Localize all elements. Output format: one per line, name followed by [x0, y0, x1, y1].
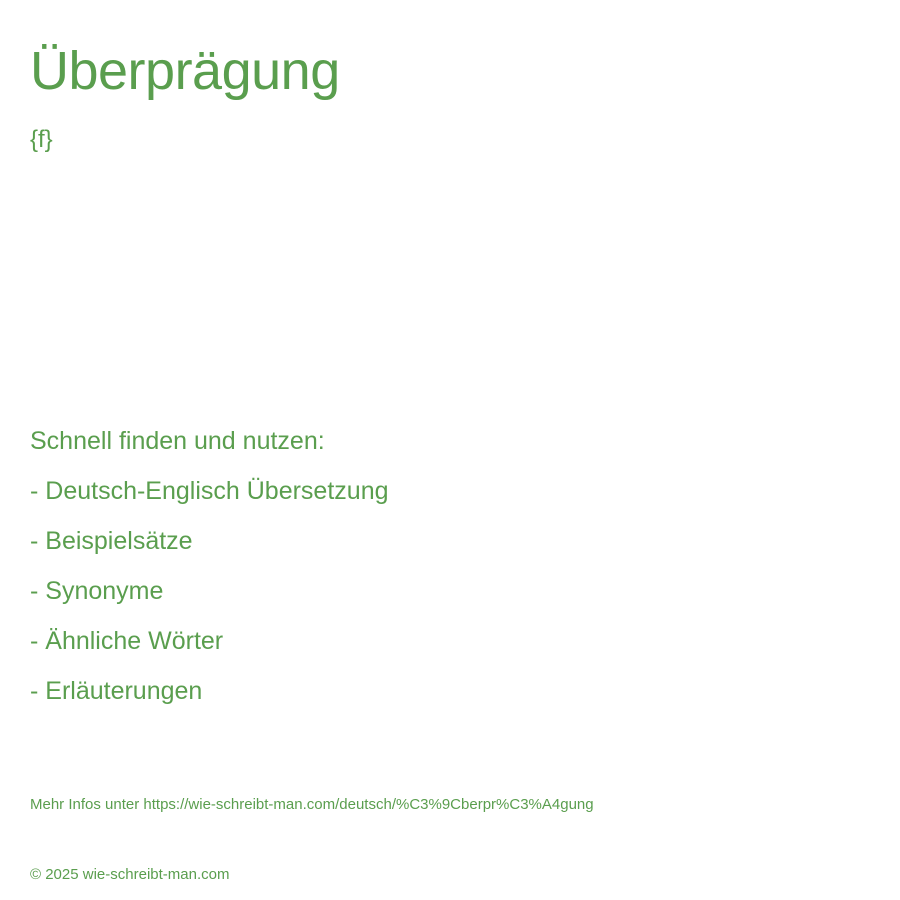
feature-item-explanations: - Erläuterungen: [30, 677, 203, 705]
gender-marker: {f}: [30, 126, 53, 153]
features-heading: Schnell finden und nutzen:: [30, 427, 325, 455]
word-title: Überprägung: [30, 41, 340, 101]
feature-item-example-sentences: - Beispielsätze: [30, 527, 193, 555]
features-list: [30, 424, 389, 724]
more-info-text: Mehr Infos unter https://wie-schreibt-man.com/deutsch/%C3%9Cberpr%C3%A4gung: [30, 796, 594, 813]
feature-item-similar-words: - Ähnliche Wörter: [30, 627, 224, 655]
copyright-text: © 2025 wie-schreibt-man.com: [30, 866, 230, 883]
feature-item-synonyms: - Synonyme: [30, 577, 164, 605]
feature-item-translation: - Deutsch-Englisch Übersetzung: [30, 477, 389, 505]
